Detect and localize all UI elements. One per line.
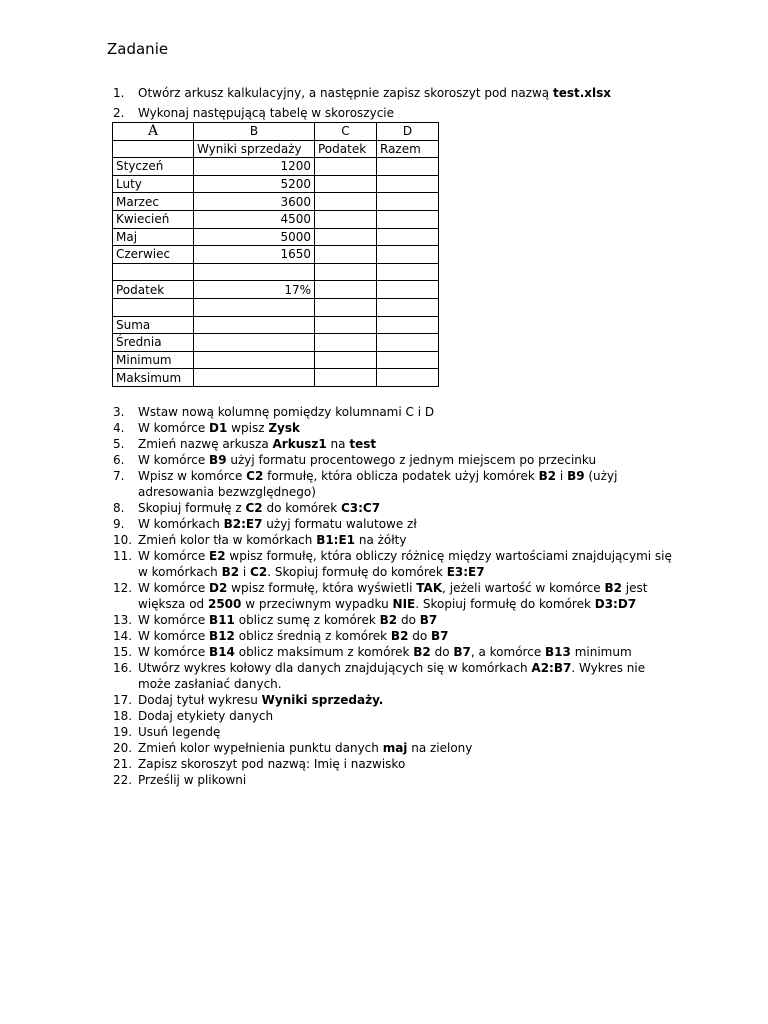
table-cell bbox=[377, 193, 439, 211]
task-number: 13. bbox=[113, 613, 133, 627]
table-row bbox=[113, 193, 439, 211]
table-cell bbox=[315, 246, 377, 264]
task-number: 2. bbox=[113, 106, 125, 120]
table-cell bbox=[194, 369, 315, 387]
task-number: 21. bbox=[113, 757, 133, 771]
table-cell bbox=[315, 228, 377, 246]
task-text bbox=[138, 452, 673, 468]
task-text-part: Wstaw nową kolumnę pomiędzy kolumnami C i D bbox=[138, 405, 435, 419]
task-text-bold: C2 bbox=[250, 565, 268, 579]
task-item bbox=[113, 548, 673, 580]
task-text-part: na zielony bbox=[407, 741, 473, 755]
table-cell: Podatek bbox=[113, 281, 194, 299]
table-cell bbox=[315, 175, 377, 193]
task-text-part: jest większa od bbox=[138, 581, 648, 611]
task-text bbox=[138, 612, 673, 628]
table-row bbox=[113, 246, 439, 264]
task-number: 5. bbox=[113, 437, 125, 451]
task-number: 9. bbox=[113, 517, 125, 531]
task-text-part: Dodaj etykiety danych bbox=[138, 709, 274, 723]
task-text-part: do bbox=[430, 645, 454, 659]
task-text bbox=[138, 548, 673, 580]
task-number: 1. bbox=[113, 86, 125, 100]
table-cell bbox=[315, 193, 377, 211]
task-item bbox=[113, 500, 673, 516]
task-text-bold: B14 bbox=[209, 645, 235, 659]
task-number: 4. bbox=[113, 421, 125, 435]
task-text-part: Zmień kolor wypełnienia punktu danych bbox=[138, 741, 383, 755]
table-cell bbox=[377, 210, 439, 228]
table-row bbox=[113, 351, 439, 369]
table-cell: Średnia bbox=[113, 334, 194, 352]
task-text-bold: B9 bbox=[567, 469, 585, 483]
table-cell bbox=[377, 158, 439, 176]
task-text bbox=[138, 420, 673, 436]
task-text-part: oblicz sumę z komórek bbox=[234, 613, 380, 627]
table-cell bbox=[194, 351, 315, 369]
task-text-part: formułę, która oblicza podatek użyj komórek bbox=[263, 469, 539, 483]
table-cell: 5200 bbox=[194, 175, 315, 193]
table-cell bbox=[194, 298, 315, 316]
task-text-part: Prześlij w plikowni bbox=[138, 773, 247, 787]
table-cell: 4500 bbox=[194, 210, 315, 228]
table-cell bbox=[377, 228, 439, 246]
task-text-bold: B2 bbox=[221, 565, 240, 579]
table-row bbox=[113, 298, 439, 316]
task-number: 15. bbox=[113, 645, 133, 659]
task-text-part: do bbox=[397, 613, 420, 627]
table-row bbox=[113, 228, 439, 246]
task-text bbox=[138, 532, 673, 548]
spreadsheet-table bbox=[112, 122, 439, 387]
task-number: 18. bbox=[113, 709, 133, 723]
table-cell: 5000 bbox=[194, 228, 315, 246]
task-item bbox=[113, 85, 673, 105]
task-text-part: W komórce bbox=[138, 645, 210, 659]
table-cell: Suma bbox=[113, 316, 194, 334]
table-row bbox=[113, 316, 439, 334]
task-text bbox=[138, 692, 673, 708]
task-text bbox=[138, 85, 673, 105]
column-header: A bbox=[113, 123, 194, 141]
page-title: Zadanie bbox=[107, 40, 169, 58]
task-text-part: . Skopiuj formułę do komórek bbox=[267, 565, 447, 579]
task-text-part: (użyj adresowania bezwzględnego) bbox=[138, 469, 618, 499]
task-text-part: minimum bbox=[570, 645, 632, 659]
task-text-bold: B2 bbox=[390, 629, 409, 643]
task-item bbox=[113, 532, 673, 548]
table-cell bbox=[377, 281, 439, 299]
task-text bbox=[138, 740, 673, 756]
table-cell: Minimum bbox=[113, 351, 194, 369]
task-text-part: wpisz formułę, która wyświetli bbox=[227, 581, 417, 595]
task-item bbox=[113, 516, 673, 532]
task-number: 19. bbox=[113, 725, 133, 739]
table-cell bbox=[194, 334, 315, 352]
task-item bbox=[113, 708, 673, 724]
task-item bbox=[113, 644, 673, 660]
task-text-part: Zmień kolor tła w komórkach bbox=[138, 533, 317, 547]
task-text-bold: B2 bbox=[604, 581, 622, 595]
table-cell: Razem bbox=[377, 140, 439, 158]
task-item bbox=[113, 452, 673, 468]
task-item bbox=[113, 612, 673, 628]
table-cell: Marzec bbox=[113, 193, 194, 211]
task-item bbox=[113, 628, 673, 644]
task-list bbox=[113, 404, 673, 788]
task-text-part: W komórce bbox=[138, 581, 210, 595]
task-text-part: do bbox=[408, 629, 432, 643]
task-item bbox=[113, 740, 673, 756]
task-text-part: W komórce bbox=[138, 629, 210, 643]
task-text-part: Wykonaj następującą tabelę w skoroszycie bbox=[138, 106, 395, 120]
task-text bbox=[138, 724, 673, 740]
task-text-bold: test bbox=[349, 437, 377, 451]
intro-task-list bbox=[113, 85, 673, 125]
table-cell bbox=[113, 140, 194, 158]
task-number: 20. bbox=[113, 741, 133, 755]
column-header: B bbox=[194, 123, 315, 141]
table-cell bbox=[377, 369, 439, 387]
table-cell bbox=[194, 263, 315, 281]
task-text bbox=[138, 756, 673, 772]
task-item bbox=[113, 772, 673, 788]
task-number: 16. bbox=[113, 661, 133, 675]
table-cell: Styczeń bbox=[113, 158, 194, 176]
task-text bbox=[138, 500, 673, 516]
task-text-part: Otwórz arkusz kalkulacyjny, a następnie zapisz skoroszyt pod nazwą bbox=[138, 86, 553, 100]
task-item bbox=[113, 436, 673, 452]
task-text-bold: D3:D7 bbox=[594, 597, 637, 611]
task-number: 10. bbox=[113, 533, 133, 547]
table-cell bbox=[377, 316, 439, 334]
table-cell: Kwiecień bbox=[113, 210, 194, 228]
task-item bbox=[113, 660, 673, 692]
task-text-bold: Wyniki sprzedaży. bbox=[261, 693, 384, 707]
table-cell bbox=[315, 316, 377, 334]
table-row bbox=[113, 210, 439, 228]
task-text-bold: E2 bbox=[209, 549, 226, 563]
task-item bbox=[113, 404, 673, 420]
table-cell bbox=[377, 298, 439, 316]
task-text-bold: B2 bbox=[379, 613, 398, 627]
task-text-part: W komórce bbox=[138, 421, 210, 435]
task-text-part: wpisz formułę, która obliczy różnicę między wartościami znajdującymi się w komórkach bbox=[138, 549, 672, 579]
table-cell bbox=[315, 281, 377, 299]
table-cell bbox=[315, 334, 377, 352]
task-text-part: Zapisz skoroszyt pod nazwą: Imię i nazwisko bbox=[138, 757, 406, 771]
task-text-bold: TAK bbox=[416, 581, 443, 595]
table-cell: 17% bbox=[194, 281, 315, 299]
task-text-part: , a komórce bbox=[470, 645, 546, 659]
task-text-bold: maj bbox=[382, 741, 408, 755]
table-cell bbox=[377, 334, 439, 352]
task-text-bold: NIE bbox=[392, 597, 416, 611]
task-text-part: W komórce bbox=[138, 453, 210, 467]
task-text-part: oblicz średnią z komórek bbox=[234, 629, 391, 643]
table-row bbox=[113, 369, 439, 387]
task-text-bold: B9 bbox=[209, 453, 227, 467]
task-text-part: i bbox=[239, 565, 251, 579]
task-text-bold: B7 bbox=[419, 613, 438, 627]
task-item bbox=[113, 724, 673, 740]
task-number: 3. bbox=[113, 405, 125, 419]
task-text-bold: Arkusz1 bbox=[272, 437, 327, 451]
task-text-part: Zmień nazwę arkusza bbox=[138, 437, 273, 451]
task-text-bold: B1:E1 bbox=[316, 533, 356, 547]
task-item bbox=[113, 420, 673, 436]
task-number: 8. bbox=[113, 501, 125, 515]
task-text bbox=[138, 404, 673, 420]
task-item bbox=[113, 692, 673, 708]
task-number: 22. bbox=[113, 773, 133, 787]
table-row bbox=[113, 281, 439, 299]
task-text-bold: 2500 bbox=[207, 597, 242, 611]
table-cell bbox=[377, 351, 439, 369]
task-text-bold: C2 bbox=[245, 501, 263, 515]
task-text-part: użyj formatu procentowego z jednym miejscem po przecinku bbox=[226, 453, 597, 467]
task-text-part: użyj formatu walutowe zł bbox=[262, 517, 417, 531]
task-text-part: Utwórz wykres kołowy dla danych znajdujących się w komórkach bbox=[138, 661, 532, 675]
table-cell bbox=[113, 298, 194, 316]
task-text-part: , jeżeli wartość w komórce bbox=[442, 581, 605, 595]
task-text-bold: C2 bbox=[246, 469, 264, 483]
task-text-bold: Zysk bbox=[268, 421, 300, 435]
task-text-bold: B11 bbox=[209, 613, 235, 627]
task-text-part: Dodaj tytuł wykresu bbox=[138, 693, 262, 707]
task-text-part: na bbox=[326, 437, 350, 451]
task-number: 6. bbox=[113, 453, 125, 467]
task-text-bold: D2 bbox=[209, 581, 228, 595]
task-text bbox=[138, 628, 673, 644]
task-text bbox=[138, 468, 673, 500]
table-cell bbox=[377, 246, 439, 264]
table-cell bbox=[315, 369, 377, 387]
table-row bbox=[113, 175, 439, 193]
task-text-part: i bbox=[556, 469, 568, 483]
task-text-part: W komórce bbox=[138, 549, 210, 563]
task-text-part: . Wykres nie może zasłaniać danych. bbox=[138, 661, 646, 691]
table-cell: Maj bbox=[113, 228, 194, 246]
task-number: 17. bbox=[113, 693, 133, 707]
task-text-bold: B2 bbox=[538, 469, 557, 483]
task-text-part: Skopiuj formułę z bbox=[138, 501, 246, 515]
task-text-bold: B2 bbox=[413, 645, 431, 659]
table-cell: Czerwiec bbox=[113, 246, 194, 264]
table-cell: Wyniki sprzedaży bbox=[194, 140, 315, 158]
task-text bbox=[138, 708, 673, 724]
task-text-part: Usuń legendę bbox=[138, 725, 221, 739]
task-item bbox=[113, 756, 673, 772]
table-cell bbox=[315, 263, 377, 281]
task-number: 11. bbox=[113, 549, 133, 563]
table-cell bbox=[315, 351, 377, 369]
task-text-bold: E3:E7 bbox=[446, 565, 485, 579]
task-text-bold: D1 bbox=[209, 421, 228, 435]
table-cell: Podatek bbox=[315, 140, 377, 158]
task-text-bold: B2:E7 bbox=[223, 517, 263, 531]
table-row bbox=[113, 140, 439, 158]
table-cell: Maksimum bbox=[113, 369, 194, 387]
table-cell bbox=[113, 263, 194, 281]
table-cell: 1650 bbox=[194, 246, 315, 264]
table-cell: Luty bbox=[113, 175, 194, 193]
table-row bbox=[113, 158, 439, 176]
table-cell bbox=[194, 316, 315, 334]
column-header: D bbox=[377, 123, 439, 141]
task-text-part: Wpisz w komórce bbox=[138, 469, 247, 483]
table-cell: 1200 bbox=[194, 158, 315, 176]
table-cell bbox=[315, 210, 377, 228]
task-text-bold: A2:B7 bbox=[531, 661, 572, 675]
task-text bbox=[138, 644, 673, 660]
task-text-part: do komórek bbox=[262, 501, 341, 515]
task-text bbox=[138, 660, 673, 692]
task-text-part: W komórkach bbox=[138, 517, 224, 531]
task-number: 14. bbox=[113, 629, 133, 643]
column-header: C bbox=[315, 123, 377, 141]
column-header-row bbox=[113, 123, 439, 141]
table-cell bbox=[315, 158, 377, 176]
task-number: 7. bbox=[113, 469, 125, 483]
task-text-part: w przeciwnym wypadku bbox=[241, 597, 393, 611]
task-text-bold: B7 bbox=[431, 629, 449, 643]
task-text-part: oblicz maksimum z komórek bbox=[234, 645, 414, 659]
table-row bbox=[113, 263, 439, 281]
task-text-bold: B13 bbox=[545, 645, 571, 659]
task-item bbox=[113, 580, 673, 612]
task-text-bold: test.xlsx bbox=[552, 86, 612, 100]
task-text bbox=[138, 516, 673, 532]
task-text-bold: C3:C7 bbox=[340, 501, 381, 515]
task-text bbox=[138, 772, 673, 788]
table-cell bbox=[377, 263, 439, 281]
task-text-part: wpisz bbox=[227, 421, 269, 435]
task-text bbox=[138, 436, 673, 452]
task-text-part: na żółty bbox=[355, 533, 407, 547]
task-text-part: . Skopiuj formułę do komórek bbox=[415, 597, 595, 611]
task-text-bold: B7 bbox=[453, 645, 471, 659]
table-row bbox=[113, 334, 439, 352]
task-number: 12. bbox=[113, 581, 133, 595]
task-text bbox=[138, 580, 673, 612]
task-text-part: W komórce bbox=[138, 613, 210, 627]
table-cell bbox=[377, 175, 439, 193]
table-cell: 3600 bbox=[194, 193, 315, 211]
task-item bbox=[113, 468, 673, 500]
task-text-bold: B12 bbox=[209, 629, 235, 643]
table-cell bbox=[315, 298, 377, 316]
